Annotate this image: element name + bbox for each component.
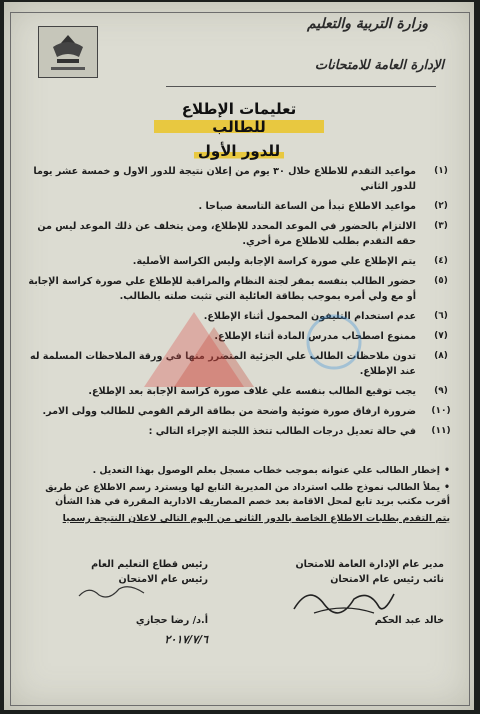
ministry-name: وزارة التربية والتعليم xyxy=(306,16,428,32)
item-text: ضرورة ارفاق صورة ضوئية واضحة من بطاقة الرقم القومي للطالب وولى الامر. xyxy=(42,406,416,417)
list-item xyxy=(16,164,456,194)
bullet-list xyxy=(30,464,450,529)
bullet-icon: • xyxy=(444,482,450,493)
item-text: تدون ملاحظات الطالب علي الجزئية المتضرر منها في ورقة الملاحظات المسلمة له عند الإطلاع. xyxy=(30,351,416,377)
department-name: الإدارة العامة للامتحانات xyxy=(314,58,444,73)
item-number: (٥) xyxy=(434,276,448,286)
signatory-title: رئيس قطاع التعليم العام xyxy=(91,559,208,570)
item-number: (٢) xyxy=(434,201,448,211)
item-text: ممنوع اصطحاب مدرس المادة أثناء الإطلاع. xyxy=(214,331,416,342)
item-number: (٣) xyxy=(434,221,448,231)
ministry-logo-icon xyxy=(38,26,98,78)
list-item xyxy=(16,404,456,419)
document-title xyxy=(154,100,324,160)
handwritten-signature-icon xyxy=(284,579,404,619)
bullet-icon: • xyxy=(444,465,450,476)
signatory-name: خالد عبد الحكم xyxy=(374,615,444,626)
item-number: (٧) xyxy=(434,331,448,341)
bullet-text: يتم التقدم بطلبات الاطلاع الخاصة بالدور الثاني من اليوم التالي لاعلان النتيجة رسميا xyxy=(62,513,450,524)
signature-area xyxy=(4,557,474,707)
signature-date: ٢٠١٧/٧/٦ xyxy=(164,633,208,646)
document-page xyxy=(4,2,474,710)
list-item xyxy=(16,424,456,439)
handwritten-initials-icon xyxy=(74,581,154,603)
item-number: (١) xyxy=(434,166,448,176)
item-text: الالتزام بالحضور في الموعد المحدد للإطلاع، ومن يتخلف عن ذلك الموعد ليس من حقه التقدم بطلب للاطلاع مرة أخري. xyxy=(37,221,416,247)
item-text: مواعيد التقدم للاطلاع خلال ٣٠ يوم من إعلان نتيجة للدور الاول و خمسة عشر يوما للدور الثاني xyxy=(33,166,416,192)
list-item xyxy=(16,274,456,304)
item-text: يتم الإطلاع علي صورة كراسة الإجابة وليس الكراسة الأصلية. xyxy=(132,256,416,267)
signatory-title: مدير عام الإدارة العامة للامتحان xyxy=(295,559,444,570)
item-text: حضور الطالب بنفسه بمقر لجنة النظام والمراقبة للإطلاع علي صورة كراسة الإجابة أو مع ولي أمره بموجب بطاقة العائلية التي تثبت صلته بالطالب. xyxy=(28,276,416,302)
signatory-subtitle: نائب رئيس عام الامتحان xyxy=(330,574,444,585)
item-text: عدم استخدام التليفون المحمول أثناء الإطلاع. xyxy=(203,311,416,322)
bullet-item xyxy=(30,464,450,478)
title-line-2: للدور الأول xyxy=(194,142,284,160)
bullet-text: إخطار الطالب علي عنوانه بموجب خطاب مسجل بعلم الوصول بهذا التعديل . xyxy=(92,465,440,476)
list-item xyxy=(16,384,456,399)
item-number: (١١) xyxy=(431,426,451,436)
item-number: (٨) xyxy=(434,351,448,361)
title-line-1: تعليمات الإطلاع للطالب xyxy=(154,100,324,136)
bullet-text: يملأ الطالب نموذج طلب استرداد من المديرية التابع لها ويسترد رسم الاطلاع عن طريق أقرب مكتب بريد تابع لمحل الاقامة بعد خصم المصاريف الادارية المقررة في هذا الشأن xyxy=(45,482,450,507)
bullet-item xyxy=(30,481,450,509)
list-item xyxy=(16,349,456,379)
signatory-subtitle: رئيس عام الامتحان xyxy=(118,574,208,585)
item-number: (١٠) xyxy=(431,406,451,416)
header-rule xyxy=(166,86,436,87)
list-item xyxy=(16,329,456,344)
letterhead xyxy=(44,16,444,86)
item-text: مواعيد الاطلاع تبدأ من الساعة التاسعة صباحا . xyxy=(198,201,416,212)
item-text: يجب توقيع الطالب بنفسه علي غلاف صورة كراسة الإجابة بعد الإطلاع. xyxy=(88,386,416,397)
item-number: (٩) xyxy=(434,386,448,396)
item-number: (٤) xyxy=(434,256,448,266)
item-number: (٦) xyxy=(434,311,448,321)
instructions-list xyxy=(16,164,456,444)
list-item xyxy=(16,199,456,214)
item-text: في حالة تعديل درجات الطالب تتخذ اللجنة الإجراء التالي : xyxy=(148,426,416,437)
list-item xyxy=(16,309,456,324)
bullet-item xyxy=(30,512,450,526)
list-item xyxy=(16,219,456,249)
signatory-name: أ.د/ رضا حجازي xyxy=(135,615,208,626)
list-item xyxy=(16,254,456,269)
